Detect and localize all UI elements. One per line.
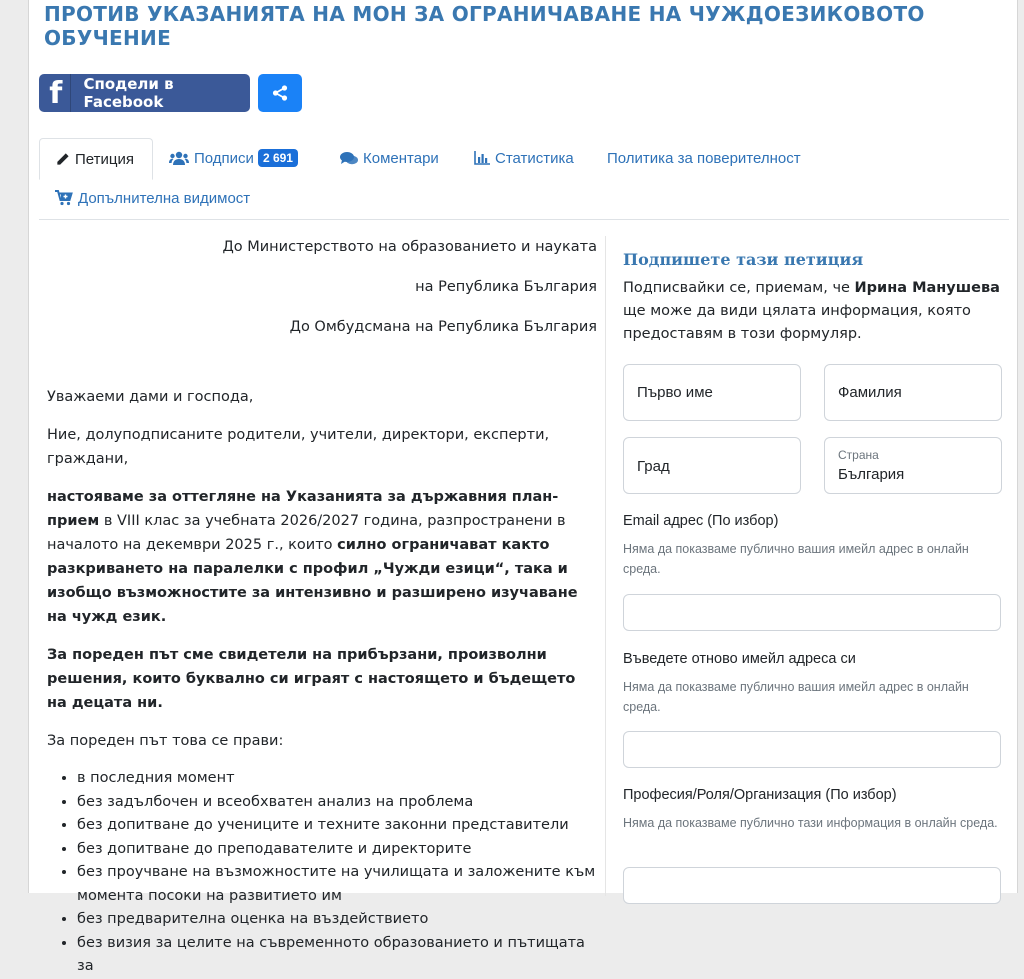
list-item: • в последния момент bbox=[77, 767, 597, 791]
demand-paragraph bbox=[47, 485, 597, 629]
list-item: • без задълбочен и всеобхватен анализ на проблема bbox=[77, 791, 597, 815]
consent-text bbox=[623, 277, 1003, 346]
petition-tabs bbox=[39, 138, 1009, 220]
email-confirm-input[interactable] bbox=[623, 731, 1001, 768]
email-input[interactable] bbox=[623, 594, 1001, 631]
last-name-field[interactable] bbox=[824, 364, 1002, 421]
share-facebook-button[interactable] bbox=[39, 74, 250, 112]
addressee-line: До Омбудсмана на Република България bbox=[289, 319, 597, 335]
tab-statistics-label: Статистика bbox=[495, 149, 574, 167]
email-label: Email адрес (По избор) bbox=[623, 513, 779, 529]
tab-visibility-label: Допълнителна видимост bbox=[78, 189, 251, 207]
last-name-placeholder: Фамилия bbox=[838, 384, 902, 401]
list-item: • без допитване до учениците и техните законни представители bbox=[77, 814, 597, 838]
greeting: Уважаеми дами и господа, bbox=[47, 389, 254, 405]
tab-privacy-label: Политика за поверителност bbox=[607, 149, 801, 167]
cart-icon bbox=[55, 190, 73, 206]
city-placeholder: Град bbox=[637, 458, 670, 475]
sign-heading: Подпишете тази петиция bbox=[623, 250, 864, 269]
users-icon bbox=[169, 151, 189, 166]
bar-chart-icon bbox=[474, 151, 490, 165]
email-confirm-help: Няма да показваме публично вашия имейл адрес в онлайн среда. bbox=[623, 680, 969, 714]
tab-comments-label: Коментари bbox=[363, 149, 439, 167]
tab-privacy-policy[interactable] bbox=[607, 138, 801, 178]
list-item: • без допитване до преподавателите и директорите bbox=[77, 838, 597, 862]
intro-paragraph: Ние, долуподписаните родители, учители, директори, експерти, граждани, bbox=[47, 427, 550, 467]
column-divider bbox=[605, 236, 606, 896]
page bbox=[28, 0, 1018, 974]
facebook-icon: f bbox=[41, 74, 71, 112]
country-value: България bbox=[838, 466, 905, 483]
sign-form bbox=[623, 250, 1003, 364]
email-confirm-label: Въведете отново имейл адреса си bbox=[623, 651, 856, 667]
consent-pre: Подписвайки се, приемам, че bbox=[623, 280, 855, 296]
profession-help: Няма да показваме публично тази информация в онлайн среда. bbox=[623, 816, 998, 830]
consent-post: ще може да види цялата информация, която предоставям в този формуляр. bbox=[623, 303, 971, 342]
demand-bold-2: силно ограничават както разкриването на паралелки с профил „Чужди езици“, така и изобщо възможностите за интензивно и разширено изучаване на чужд език. bbox=[47, 537, 578, 625]
first-name-field[interactable] bbox=[623, 364, 801, 421]
reasons-list bbox=[77, 767, 597, 979]
comments-icon bbox=[340, 151, 358, 166]
share-facebook-label: Сподели в Facebook bbox=[83, 75, 174, 111]
country-label: Страна bbox=[838, 448, 879, 462]
country-select[interactable] bbox=[824, 437, 1002, 494]
tab-comments[interactable] bbox=[340, 138, 439, 178]
list-item: • без проучване на възможностите на училищата и заложените към момента посоки на развитието им bbox=[77, 861, 597, 908]
addressee-line: До Министерството на образованието и науката bbox=[222, 239, 597, 255]
first-name-placeholder: Първо име bbox=[637, 384, 713, 401]
tab-petition-label: Петиция bbox=[75, 150, 134, 168]
tab-signatures[interactable] bbox=[169, 138, 298, 178]
addressee-line: на Република България bbox=[415, 279, 597, 295]
petition-author-name: Ирина Манушева bbox=[854, 280, 1000, 296]
demand-bold-1: настояваме за оттегляне на Указанията за държавния план-прием bbox=[47, 489, 559, 529]
share-icon bbox=[271, 84, 289, 102]
pencil-icon bbox=[55, 152, 70, 167]
profession-label: Професия/Роля/Организация (По избор) bbox=[623, 787, 897, 803]
list-item: • без визия за целите на съвременното образованието и пътищата за bbox=[77, 932, 597, 979]
city-field[interactable] bbox=[623, 437, 801, 494]
demand-text: в VIII клас за учебната 2026/2027 година, разпространени в началото на декември 2025 г., които bbox=[47, 513, 566, 553]
tab-statistics[interactable] bbox=[474, 138, 574, 178]
signatures-count-badge: 2 691 bbox=[258, 149, 298, 167]
tab-petition[interactable] bbox=[39, 138, 153, 180]
share-button[interactable] bbox=[258, 74, 302, 112]
list-intro: За пореден път това се прави: bbox=[47, 733, 284, 749]
email-help: Няма да показваме публично вашия имейл адрес в онлайн среда. bbox=[623, 542, 969, 576]
statement-paragraph: За пореден път сме свидетели на прибързани, произволни решения, които буквално си играят с настоящето и бъдещето на децата ни. bbox=[47, 647, 576, 711]
petition-title: ПРОТИВ УКАЗАНИЯТА НА МОН ЗА ОГРАНИЧАВАНЕ НА ЧУЖДОЕЗИКОВОТО ОБУЧЕНИЕ bbox=[44, 2, 925, 50]
tab-additional-visibility[interactable] bbox=[55, 178, 250, 218]
profession-input[interactable] bbox=[623, 867, 1001, 904]
tab-signatures-label: Подписи bbox=[194, 149, 254, 167]
petition-text bbox=[47, 235, 597, 979]
list-item: • без предварителна оценка на въздействието bbox=[77, 908, 597, 932]
